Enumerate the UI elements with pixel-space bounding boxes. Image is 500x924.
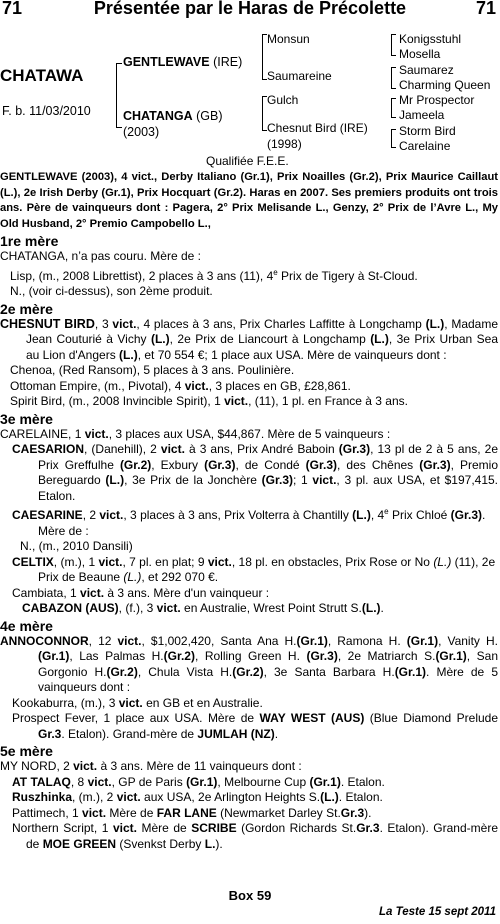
section-title-2: 2e mère	[0, 300, 53, 317]
lot-number-right: 71	[475, 0, 496, 18]
s3-line-a: CARELAINE, 1 vict., 3 places aux USA, $44,867. Mère de 5 vainqueurs :	[0, 426, 391, 441]
s2-line-d: Spirit Bird, (m., 2008 Invincible Spirit), 1 vict., (11), 1 pl. en France à 3 ans.	[10, 394, 408, 408]
horse-details: F. b. 11/03/2010	[2, 104, 91, 118]
s4-line-c: Prospect Fever, 1 place aux USA. Mère de WAY WEST (AUS) (Blue Diamond Prelude Gr.3. Etalon). Grand-mère de JUMLAH (NZ).	[12, 711, 499, 741]
s5-line-b: AT TALAQ, 8 vict., GP de Paris (Gr.1), Melbourne Cup (Gr.1). Etalon.	[12, 774, 385, 789]
s5-line-d: Pattimech, 1 vict. Mère de FAR LANE (Newmarket Darley St.Gr.3).	[12, 805, 372, 820]
s3-line-d: N., (m., 2010 Dansili)	[20, 539, 133, 553]
s2-line-b: Chenoa, (Red Ransom), 5 places à 3 ans. Poulinière.	[10, 363, 295, 377]
catalogue-body	[0, 170, 498, 852]
pedigree-g3-8: Carelaine	[399, 139, 451, 153]
s5-line-c: Ruszhinka, (m.), 2 vict. aux USA, 2e Arlington Heights S.(L.). Etalon.	[12, 790, 383, 804]
header-title: Présentée par le Haras de Précolette	[93, 0, 407, 18]
footer-box: Box 59	[228, 888, 272, 903]
s1-line-a: CHATANGA, n’a pas couru. Mère de :	[0, 249, 201, 263]
pedigree-sire: GENTLEWAVE (IRE)	[123, 55, 243, 69]
s1-line-b: Lisp, (m., 2008 Librettist), 2 places à 3 ans (11), 4e Prix de Tigery à St-Cloud.	[10, 267, 418, 283]
section-title-4: 4e mère	[0, 617, 53, 634]
pedigree-g3-1: Konigsstuhl	[399, 32, 462, 46]
s5-line-a: MY NORD, 2 vict. à 3 ans. Mère de 11 vainqueurs dont :	[0, 759, 302, 773]
pedigree-dam-dam-year: (1998)	[267, 137, 302, 151]
section-title-3: 3e mère	[0, 410, 53, 427]
s3-line-e: CELTIX, (m.), 1 vict., 7 pl. en plat; 9 vict., 18 pl. en obstacles, Prix Rose or No (L.) (11), 2e Prix de Beaune (L.), et 292 070 €.	[12, 554, 496, 584]
pedigree-g3-7: Storm Bird	[399, 124, 456, 138]
s2-line-a: CHESNUT BIRD, 3 vict., 4 places à 3 ans, Prix Charles Laffitte à Longchamp (L.), Madame Jean Couturié à Vichy (L.), 2e Prix de Liancourt à Longchamp (L.), 3e Prix Urban Sea au Lion d'Angers (L.), et 70 554 €; 1 place aux USA. Mère de vainqueurs dont :	[0, 316, 499, 362]
pedigree-g3-4: Charming Queen	[399, 78, 491, 92]
section-title-1: 1re mère	[0, 233, 59, 249]
s1-line-c: N., (voir ci-dessus), son 2ème produit.	[10, 284, 213, 298]
pedigree-g3-3: Saumarez	[399, 63, 454, 77]
s3-line-f: Cambiata, 1 vict. à 3 ans. Mère d'un vainqueur :	[12, 585, 270, 600]
lot-number-left: 71	[2, 0, 23, 18]
s3-line-b: CAESARION, (Danehill), 2 vict. à 3 ans, Prix André Baboin (Gr.3), 13 pl de 2 à 5 ans, 2e Prix Greffulhe (Gr.2), Exbury (Gr.3), de Condé (Gr.3), des Chênes (Gr.3), Premio Bereguardo (L.), 3e Prix de la Jonchère (Gr.3); 1 vict., 3 pl. aux USA, et $197,415. Etalon.	[12, 442, 499, 503]
sire-note: GENTLEWAVE (2003), 4 vict., Derby Italiano (Gr.1), Prix Noailles (Gr.2), Prix Maurice Caillaut (L.), 2e Irish Derby (Gr.1), Prix Hocquart (Gr.2). Haras en 2007. Ses premiers produits ont trois ans. Père de vainqueurs dont : Pagera, 2° Prix Melisande L., Genzy, 2° Prix de l’Avre L., My Old Husband, 2° Premio Campobello L.,	[0, 171, 498, 230]
pedigree-sire-sire: Monsun	[267, 32, 310, 46]
pedigree-g3-5: Mr Prospector	[399, 93, 475, 107]
horse-name: CHATAWA	[0, 66, 84, 85]
s5-line-e: Northern Script, 1 vict. Mère de SCRIBE (Gordon Richards St.Gr.3. Etalon). Grand-mère de MOE GREEN (Svenkst Derby L.).	[12, 821, 498, 851]
pedigree-dam-year: (2003)	[123, 125, 160, 139]
s4-line-b: Kookaburra, (m.), 3 vict. en GB et en Australie.	[12, 695, 263, 710]
pedigree-g3-6: Jameela	[399, 108, 445, 122]
pedigree-dam-dam: Chesnut Bird (IRE)	[267, 121, 368, 135]
pedigree-dam: CHATANGA (GB)	[123, 109, 223, 123]
s2-line-c: Ottoman Empire, (m., Pivotal), 4 vict., 3 places en GB, £28,861.	[10, 378, 351, 393]
s3-line-g: CABAZON (AUS), (f.), 3 vict. en Australie, Wrest Point Strutt S.(L.).	[22, 601, 384, 615]
pedigree-g3-2: Mosella	[399, 47, 441, 61]
section-title-5: 5e mère	[0, 743, 53, 759]
pedigree-sire-dam: Saumareine	[267, 69, 332, 83]
s3-line-c: CAESARINE, 2 vict., 3 places à 3 ans, Prix Volterra à Chantilly (L.), 4e Prix Chloé (Gr.3). Mère de :	[12, 507, 486, 538]
s4-line-a: ANNOCONNOR, 12 vict., $1,002,420, Santa Ana H.(Gr.1), Ramona H. (Gr.1), Vanity H.(Gr.1), Las Palmas H.(Gr.2), Rolling Green H. (Gr.3), 2e Matriarch S.(Gr.1), San Gorgonio H.(Gr.2), Chula Vista H.(Gr.2), 3e Santa Barbara H.(Gr.1). Mère de 5 vainqueurs dont :	[0, 633, 498, 694]
qualification: Qualifiée F.E.E.	[206, 154, 289, 168]
footer-venue-date: La Teste 15 sept 2011	[379, 906, 496, 918]
pedigree-dam-sire: Gulch	[267, 93, 299, 107]
